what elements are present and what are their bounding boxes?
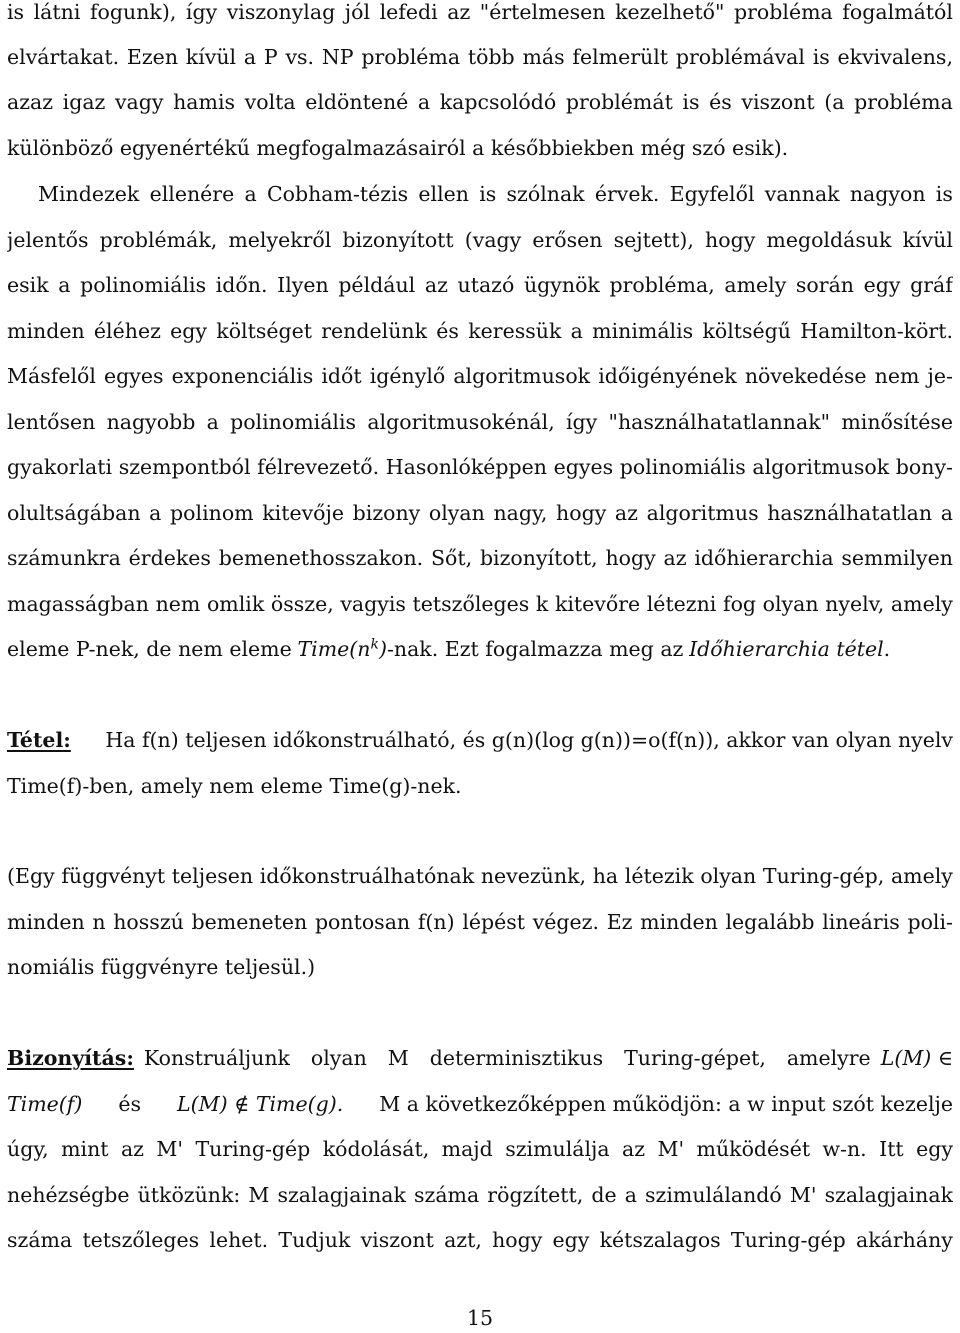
word: a xyxy=(244,182,257,206)
paragraph-2-line xyxy=(7,316,953,346)
word: viszont xyxy=(360,1228,434,1252)
word: tetszőleges xyxy=(412,592,530,616)
word: össze, xyxy=(270,592,334,616)
word: és xyxy=(709,90,732,114)
word: eldöntené xyxy=(305,90,409,114)
word: is xyxy=(479,182,497,206)
word: exponenciális xyxy=(171,364,314,388)
word: felmerült xyxy=(572,45,669,69)
word: a xyxy=(417,90,431,114)
word: nem xyxy=(155,592,201,616)
word: Sőt, xyxy=(431,546,473,570)
word: algoritmusok xyxy=(453,364,591,388)
word: minősítése xyxy=(841,410,953,434)
word: nevezünk, xyxy=(480,864,587,888)
word: időhierarchia xyxy=(694,546,834,570)
word: gyakorlati xyxy=(7,455,113,479)
word: lépést xyxy=(462,910,526,934)
theorem-text: Ha f(n) teljesen időkonstruálható, és g(n)(log g(n))=o(f(n)), akkor van olyan nyelv xyxy=(105,728,953,752)
word: szalagjainak xyxy=(824,1183,953,1207)
word: végez. xyxy=(532,910,599,934)
text-fragment: -nak. Ezt fogalmazza meg az xyxy=(386,637,684,661)
word: amely xyxy=(724,273,787,297)
word: minden xyxy=(640,910,718,934)
theorem-line: Time(f)-ben, amely nem eleme Time(g)-nek. xyxy=(7,774,462,798)
word: éléhez xyxy=(93,319,161,343)
word: bemeneten xyxy=(191,910,308,934)
word: Turing-gépet, xyxy=(624,1046,766,1070)
word: NP xyxy=(321,45,354,69)
word: száma xyxy=(7,1228,73,1252)
word: akárhány xyxy=(856,1228,953,1252)
word: rögzített, xyxy=(487,1183,584,1207)
word: igaz xyxy=(62,90,106,114)
word: bizony xyxy=(352,501,421,525)
word: mint xyxy=(61,1137,109,1161)
word: hogy xyxy=(605,546,656,570)
word: Másfelől xyxy=(7,364,96,388)
paragraph-1-line xyxy=(7,42,953,72)
proof-line xyxy=(7,1225,953,1255)
word: is xyxy=(7,0,25,24)
word: egy xyxy=(552,1228,590,1252)
word: Ez xyxy=(606,910,633,934)
word: probléma xyxy=(734,0,833,24)
word: nem xyxy=(874,364,920,388)
word: egy xyxy=(863,273,901,297)
word: a xyxy=(570,319,583,343)
word: az xyxy=(120,1137,144,1161)
word: nagyon xyxy=(849,182,926,206)
word: érdekes xyxy=(128,546,211,570)
word: de xyxy=(591,1183,617,1207)
word: algoritmus xyxy=(646,501,759,525)
word: a xyxy=(624,1183,637,1207)
word: problémával xyxy=(675,45,805,69)
word: M xyxy=(248,1183,270,1207)
word: determinisztikus xyxy=(429,1046,604,1070)
word: az xyxy=(614,501,638,525)
word: szimulálandó xyxy=(645,1183,782,1207)
word: nagyobb xyxy=(106,410,196,434)
proof-line xyxy=(7,1180,953,1210)
proof-label: Bizonyítás: xyxy=(7,1046,134,1070)
note-line xyxy=(7,861,953,891)
word: olyan xyxy=(762,592,819,616)
word: kitevőre xyxy=(554,592,641,616)
word: a xyxy=(243,45,257,69)
word: hosszú xyxy=(113,910,184,934)
word: hogy xyxy=(556,501,607,525)
word: szólnak xyxy=(506,182,585,206)
word: P xyxy=(263,45,278,69)
word: Hasonlóképpen xyxy=(385,455,547,479)
word: M' xyxy=(657,1137,685,1161)
word: nehézségbe xyxy=(7,1183,130,1207)
word: semmilyen xyxy=(841,546,953,570)
math-expression: L(M) ∈ xyxy=(880,1046,953,1070)
word: is xyxy=(935,182,953,206)
word: poli- xyxy=(907,910,953,934)
page-number: 15 xyxy=(466,1306,494,1330)
word: probléma xyxy=(361,45,461,69)
word: fogunk), xyxy=(89,0,177,24)
word: melyekről xyxy=(228,228,332,252)
word: elvártakat. xyxy=(7,45,120,69)
word: létezik xyxy=(624,864,694,888)
paragraph-2-line xyxy=(38,179,953,209)
word: algoritmusokénál, xyxy=(367,410,555,434)
word: probléma, xyxy=(609,273,715,297)
text-fragment: eleme P-nek, de nem eleme xyxy=(7,637,292,661)
theorem-label: Tétel: xyxy=(7,728,71,752)
word: jól xyxy=(344,0,371,24)
word: Turing-gép, xyxy=(762,864,885,888)
word: fogalmától xyxy=(842,0,953,24)
paragraph-2-line xyxy=(7,225,953,255)
word: polinomiális xyxy=(230,410,357,434)
word: gráf xyxy=(910,273,953,297)
word: minden xyxy=(7,319,85,343)
word: keressük xyxy=(468,319,562,343)
word: probléma xyxy=(854,90,953,114)
paragraph-2-line xyxy=(7,270,953,300)
word: vagyis xyxy=(340,592,406,616)
word: ütközünk: xyxy=(137,1183,241,1207)
word: olultságában xyxy=(7,501,141,525)
word: polinomiális xyxy=(619,455,746,479)
word: je- xyxy=(927,364,953,388)
word: polinomiális xyxy=(80,273,207,297)
paragraph-2-line xyxy=(7,498,953,528)
word: ügynök xyxy=(523,273,600,297)
word: így xyxy=(566,410,598,434)
word: amely xyxy=(890,864,953,888)
word: vagy xyxy=(114,90,164,114)
word: teljesen xyxy=(171,864,254,888)
word: egyes xyxy=(553,455,614,479)
word: úgy, xyxy=(7,1137,49,1161)
proof-line xyxy=(7,1043,953,1073)
word: kívül xyxy=(902,228,953,252)
word: M' xyxy=(156,1137,184,1161)
word: azaz xyxy=(7,90,54,114)
paragraph-2-line xyxy=(7,543,953,573)
word: nagy, xyxy=(493,501,548,525)
text-fragment: M a következőképpen működjön: a w input szót kezelje xyxy=(379,1092,953,1116)
word: bemenethosszakon. xyxy=(218,546,424,570)
word: erősen xyxy=(532,228,603,252)
word: tetszőleges xyxy=(82,1228,200,1252)
word: Mindezek xyxy=(38,182,140,206)
word: Konstruáljunk xyxy=(143,1046,290,1070)
math-time-expression xyxy=(297,634,683,664)
word: algoritmusok xyxy=(752,455,890,479)
theorem-name: Időhierarchia tétel xyxy=(689,637,884,661)
word: esik xyxy=(7,273,49,297)
paragraph-2-line xyxy=(7,361,953,391)
word: olyan xyxy=(700,864,757,888)
word: az xyxy=(663,546,687,570)
word: látni xyxy=(33,0,81,24)
word: növekedése xyxy=(744,364,867,388)
word: függvényt xyxy=(61,864,166,888)
word: lehet. xyxy=(209,1228,269,1252)
proof-text xyxy=(144,1043,871,1073)
word: pontosan xyxy=(314,910,411,934)
word: problémát xyxy=(565,90,673,114)
word: kétszalagos xyxy=(599,1228,721,1252)
word: "értelmesen xyxy=(479,0,606,24)
word: M' xyxy=(789,1183,817,1207)
word: időn. xyxy=(215,273,268,297)
word: szimulálja xyxy=(505,1137,610,1161)
word: időigényének xyxy=(598,364,737,388)
word: polinom xyxy=(170,501,254,525)
word: az xyxy=(622,1137,646,1161)
word: bony- xyxy=(895,455,953,479)
word: lineáris xyxy=(822,910,900,934)
word: olyan xyxy=(428,501,485,525)
word: is xyxy=(812,45,830,69)
word: is xyxy=(682,90,700,114)
word: volta xyxy=(244,90,296,114)
word: w-n. xyxy=(822,1137,867,1161)
word: amely xyxy=(890,592,953,616)
word: költséget xyxy=(216,319,312,343)
word: ha xyxy=(592,864,619,888)
word: Ezen xyxy=(126,45,179,69)
word: lefedi xyxy=(379,0,438,24)
word: időkonstruálhatónak xyxy=(259,864,475,888)
word: vs. xyxy=(285,45,315,69)
word: ekvivalens, xyxy=(837,45,953,69)
word: számunkra xyxy=(7,546,121,570)
word: Turing-gép xyxy=(195,1137,311,1161)
word: megoldásuk xyxy=(766,228,892,252)
word: (vagy xyxy=(464,228,522,252)
word: kívül xyxy=(185,45,237,69)
word: Itt xyxy=(879,1137,904,1161)
math-expression: L(M) ∉ Time(g). xyxy=(177,1092,344,1116)
word: az xyxy=(447,0,471,24)
word: időt xyxy=(321,364,362,388)
word: több xyxy=(467,45,515,69)
word: n xyxy=(92,910,106,934)
math-expression: Time(f) xyxy=(7,1092,83,1116)
math-text: Time(n xyxy=(297,637,371,661)
word: bizonyított, xyxy=(479,546,598,570)
paragraph-2-line xyxy=(7,407,953,437)
word: a xyxy=(206,410,219,434)
word: Tudjuk xyxy=(278,1228,351,1252)
word: kezelhető" xyxy=(615,0,725,24)
word: utazó xyxy=(457,273,515,297)
word: Hamilton-kört. xyxy=(800,319,953,343)
word: Ilyen xyxy=(277,273,329,297)
word: száma xyxy=(414,1183,480,1207)
word: nyelv, xyxy=(825,592,885,616)
word: (a xyxy=(824,90,845,114)
word: az xyxy=(424,273,448,297)
word: fog xyxy=(722,592,757,616)
paragraph-1-line xyxy=(7,0,953,27)
word: sejtett), xyxy=(613,228,694,252)
theorem-name-reference xyxy=(689,634,890,664)
word: f(n) xyxy=(417,910,455,934)
word: során xyxy=(795,273,854,297)
word: M xyxy=(387,1046,409,1070)
word: "használhatatlannak" xyxy=(608,410,831,434)
paragraph-1-line xyxy=(7,87,953,117)
word: a xyxy=(149,501,162,525)
word: rendelünk xyxy=(321,319,428,343)
word: hogy xyxy=(705,228,756,252)
word: a xyxy=(58,273,71,297)
word: Egyfelől xyxy=(669,182,755,206)
paragraph-1-line: különböző egyenértékű megfogalmazásairól a későbbiekben még szó esik). xyxy=(7,136,789,160)
word: költségű xyxy=(702,319,792,343)
word: kitevője xyxy=(262,501,345,525)
word: kapcsolódó xyxy=(439,90,557,114)
paragraph-2-line xyxy=(7,452,953,482)
word: (Egy xyxy=(7,864,55,888)
word: szalagjainak xyxy=(277,1183,406,1207)
proof-line xyxy=(7,1089,953,1119)
paragraph-2-last-line xyxy=(7,634,953,664)
word: ellen xyxy=(418,182,469,206)
word: hogy xyxy=(492,1228,543,1252)
word: működését xyxy=(696,1137,811,1161)
word: omlik xyxy=(206,592,265,616)
word: és xyxy=(436,319,459,343)
word: minimális xyxy=(592,319,694,343)
word: érvek. xyxy=(594,182,660,206)
word: Turing-gép xyxy=(730,1228,846,1252)
word: olyan xyxy=(310,1046,367,1070)
word: egy xyxy=(916,1137,953,1161)
word: vannak xyxy=(764,182,840,206)
word: legalább xyxy=(725,910,815,934)
word: szempontból xyxy=(118,455,251,479)
word: hamis xyxy=(173,90,236,114)
word: viszont xyxy=(741,90,815,114)
word: kódolását, xyxy=(322,1137,430,1161)
note-line: nomiális függvényre teljesül.) xyxy=(7,955,316,979)
word: használhatatlan xyxy=(767,501,933,525)
word: magasságban xyxy=(7,592,149,616)
word: más xyxy=(522,45,565,69)
word: létezni xyxy=(646,592,717,616)
text-fragment: és xyxy=(118,1092,142,1116)
word: viszonylag xyxy=(226,0,336,24)
word: jelentős xyxy=(7,228,89,252)
word: azt, xyxy=(444,1228,482,1252)
proof-line xyxy=(7,1134,953,1164)
word: igénylő xyxy=(369,364,446,388)
word: egy xyxy=(170,319,207,343)
word: félrevezető. xyxy=(257,455,380,479)
word: minden xyxy=(7,910,85,934)
word: problémák, xyxy=(99,228,218,252)
word: egyes xyxy=(104,364,164,388)
word: majd xyxy=(441,1137,493,1161)
word: a xyxy=(940,501,953,525)
word: ellenére xyxy=(149,182,235,206)
math-superscript: k xyxy=(370,636,379,653)
paragraph-2-line xyxy=(7,589,953,619)
word: lentősen xyxy=(7,410,96,434)
word: bizonyított xyxy=(342,228,454,252)
math-text: ) xyxy=(378,637,387,661)
text-fragment: . xyxy=(883,637,891,661)
note-line xyxy=(7,907,953,937)
word: k xyxy=(535,592,549,616)
word: így xyxy=(185,0,218,24)
word: például xyxy=(338,273,416,297)
theorem-line xyxy=(7,725,953,755)
word: Cobham-tézis xyxy=(266,182,409,206)
word: amelyre xyxy=(786,1046,871,1070)
